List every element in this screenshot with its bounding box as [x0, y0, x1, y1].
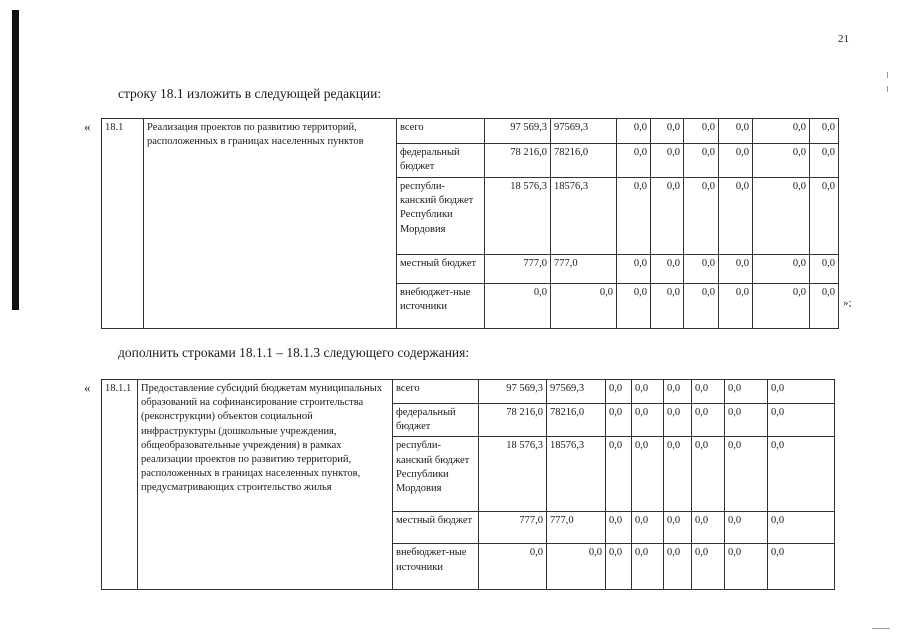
funding-source-cell: внебюджет-ные источники [397, 284, 485, 329]
funding-source-cell: федеральный бюджет [393, 404, 479, 437]
value-cell: 0,0 [753, 119, 810, 144]
value-cell: 0,0 [632, 437, 664, 512]
value-cell: 0,0 [810, 178, 839, 255]
value-cell: 0,0 [664, 380, 692, 404]
budget-table-18-1-1 [101, 379, 835, 590]
value-cell: 0,0 [719, 119, 753, 144]
value-cell: 0,0 [617, 178, 651, 255]
value-cell: 0,0 [606, 404, 632, 437]
value-cell: 0,0 [692, 512, 725, 544]
value-cell: 0,0 [684, 178, 719, 255]
value-cell: 0,0 [725, 380, 768, 404]
scan-artifact-mark [887, 86, 888, 92]
value-cell: 97569,3 [551, 119, 617, 144]
value-cell: 0,0 [606, 512, 632, 544]
value-cell: 0,0 [632, 380, 664, 404]
value-cell: 0,0 [725, 404, 768, 437]
value-cell: 0,0 [810, 284, 839, 329]
value-cell: 97569,3 [547, 380, 606, 404]
open-quote-1: « [84, 119, 91, 134]
value-cell: 0,0 [547, 544, 606, 590]
value-cell: 0,0 [632, 512, 664, 544]
value-cell: 0,0 [617, 284, 651, 329]
scan-artifact-mark [872, 628, 890, 629]
value-cell: 0,0 [664, 544, 692, 590]
value-cell: 0,0 [617, 119, 651, 144]
value-cell: 0,0 [753, 178, 810, 255]
value-cell: 0,0 [551, 284, 617, 329]
value-cell: 0,0 [810, 255, 839, 284]
value-cell: 777,0 [551, 255, 617, 284]
value-cell: 777,0 [485, 255, 551, 284]
value-cell: 78216,0 [547, 404, 606, 437]
funding-source-cell: республи-канский бюджет Республики Мордовия [393, 437, 479, 512]
value-cell: 0,0 [479, 544, 547, 590]
open-quote-2: « [84, 380, 91, 395]
value-cell: 0,0 [692, 437, 725, 512]
value-cell: 0,0 [768, 544, 835, 590]
value-cell: 0,0 [692, 380, 725, 404]
value-cell: 0,0 [768, 380, 835, 404]
funding-source-cell: всего [397, 119, 485, 144]
funding-source-cell: всего [393, 380, 479, 404]
value-cell: 78 216,0 [485, 144, 551, 178]
value-cell: 0,0 [768, 512, 835, 544]
value-cell: 0,0 [684, 284, 719, 329]
value-cell: 777,0 [547, 512, 606, 544]
value-cell: 0,0 [725, 437, 768, 512]
row-number-cell: 18.1 [102, 119, 144, 329]
value-cell: 0,0 [651, 255, 684, 284]
funding-source-cell: местный бюджет [393, 512, 479, 544]
closing-quote-mark: »; [843, 297, 852, 309]
funding-source-cell: местный бюджет [397, 255, 485, 284]
value-cell: 18576,3 [547, 437, 606, 512]
table-row [102, 380, 835, 404]
value-cell: 0,0 [719, 284, 753, 329]
value-cell: 0,0 [768, 437, 835, 512]
value-cell: 0,0 [810, 144, 839, 178]
funding-source-cell: республи-канский бюджет Республики Мордовия [397, 178, 485, 255]
instruction-paragraph-2: дополнить строками 18.1.1 – 18.1.3 следующего содержания: [118, 345, 470, 360]
value-cell: 18 576,3 [485, 178, 551, 255]
value-cell: 0,0 [485, 284, 551, 329]
table-row [102, 119, 839, 144]
value-cell: 97 569,3 [485, 119, 551, 144]
row-description-cell: Предоставление субсидий бюджетам муниципальных образований на софинансирование строительства (реконструкции) объектов социальной инфраструктуры (дошкольные учреждения, общеобразовательные учреждения) в рамках реализации проектов по развитию территорий, расположенных в границах населенных пунктов, предусматривающих строительство жилья [138, 380, 393, 590]
scan-artifact-mark [887, 72, 888, 78]
value-cell: 0,0 [651, 178, 684, 255]
value-cell: 0,0 [632, 544, 664, 590]
value-cell: 0,0 [617, 255, 651, 284]
value-cell: 0,0 [651, 284, 684, 329]
value-cell: 0,0 [753, 284, 810, 329]
value-cell: 0,0 [753, 255, 810, 284]
funding-source-cell: федеральный бюджет [397, 144, 485, 178]
value-cell: 18 576,3 [479, 437, 547, 512]
value-cell: 78216,0 [551, 144, 617, 178]
value-cell: 0,0 [617, 144, 651, 178]
value-cell: 0,0 [725, 544, 768, 590]
value-cell: 97 569,3 [479, 380, 547, 404]
value-cell: 0,0 [692, 404, 725, 437]
row-description-cell: Реализация проектов по развитию территорий, расположенных в границах населенных пунктов [144, 119, 397, 329]
value-cell: 0,0 [684, 144, 719, 178]
value-cell: 0,0 [664, 404, 692, 437]
value-cell: 78 216,0 [479, 404, 547, 437]
value-cell: 0,0 [651, 119, 684, 144]
row-number-cell: 18.1.1 [102, 380, 138, 590]
value-cell: 0,0 [664, 512, 692, 544]
value-cell: 0,0 [684, 255, 719, 284]
value-cell: 0,0 [768, 404, 835, 437]
value-cell: 0,0 [719, 255, 753, 284]
value-cell: 0,0 [719, 178, 753, 255]
value-cell: 777,0 [479, 512, 547, 544]
value-cell: 0,0 [810, 119, 839, 144]
value-cell: 0,0 [725, 512, 768, 544]
page-number: 21 [838, 33, 849, 45]
value-cell: 0,0 [719, 144, 753, 178]
value-cell: 0,0 [684, 119, 719, 144]
value-cell: 0,0 [651, 144, 684, 178]
instruction-paragraph-1: строку 18.1 изложить в следующей редакции: [118, 86, 382, 101]
value-cell: 0,0 [632, 404, 664, 437]
value-cell: 0,0 [664, 437, 692, 512]
value-cell: 0,0 [606, 544, 632, 590]
scan-edge-bar [12, 10, 19, 310]
value-cell: 0,0 [606, 380, 632, 404]
funding-source-cell: внебюджет-ные источники [393, 544, 479, 590]
value-cell: 18576,3 [551, 178, 617, 255]
budget-table-18-1 [101, 118, 839, 329]
value-cell: 0,0 [692, 544, 725, 590]
value-cell: 0,0 [606, 437, 632, 512]
value-cell: 0,0 [753, 144, 810, 178]
